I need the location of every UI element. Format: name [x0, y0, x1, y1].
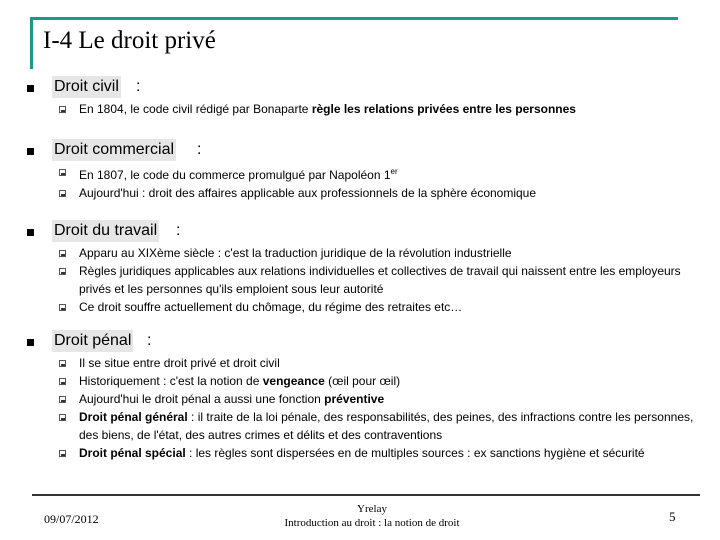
section-colon: :	[176, 222, 181, 239]
list-item	[27, 262, 707, 298]
section-items	[27, 354, 707, 462]
checkbox-bullet-icon	[59, 106, 66, 113]
bold-text: Droit pénal spécial	[79, 446, 186, 460]
text-run: : les règles sont dispersées en de multiples sources : ex sanctions hygiène et sécurité	[185, 446, 645, 460]
item-text	[79, 446, 645, 460]
item-text	[79, 186, 536, 200]
text-run: Aujourd'hui le droit pénal a aussi une fonction	[79, 392, 325, 406]
superscript-text: er	[390, 167, 398, 176]
title-frame-top	[30, 17, 678, 20]
checkbox-bullet-icon	[59, 450, 66, 457]
section-droit-du-travail	[27, 220, 707, 316]
text-run: Historiquement : c'est la notion de	[79, 374, 263, 388]
list-item	[27, 244, 707, 262]
section-heading	[27, 220, 707, 244]
checkbox-bullet-icon	[59, 396, 66, 403]
section-colon: :	[136, 78, 141, 95]
section-title: Droit civil	[52, 76, 121, 98]
item-text	[79, 392, 384, 406]
section-heading	[27, 76, 707, 100]
section-title: Droit du travail	[52, 220, 159, 242]
bold-text: Droit pénal général	[79, 410, 188, 424]
section-heading	[27, 330, 707, 354]
item-text	[79, 168, 398, 182]
bold-text: vengeance	[262, 374, 325, 388]
slide-title: I-4 Le droit privé	[43, 27, 216, 54]
section-heading	[27, 139, 707, 163]
item-text	[79, 356, 280, 370]
text-run: Règles juridiques applicables aux relations individuelles et collectives de travail qui naissent entre les employeurs privés et les personnes qu'ils emploient sous leur autorité	[79, 264, 681, 296]
item-text	[79, 374, 400, 388]
item-text	[79, 264, 681, 296]
footer-date: 09/07/2012	[44, 512, 99, 526]
bold-text: préventive	[324, 392, 385, 406]
page-number: 5	[669, 509, 676, 524]
text-run: Apparu au XIXème siècle : c'est la traduction juridique de la révolution industrielle	[79, 246, 512, 260]
item-text	[79, 300, 462, 314]
section-colon: :	[147, 332, 152, 349]
list-item	[27, 184, 707, 202]
footer-subtitle: Introduction au droit : la notion de droit	[284, 517, 460, 529]
square-bullet-icon	[27, 229, 34, 236]
section-title: Droit pénal	[52, 330, 133, 352]
section-colon: :	[197, 141, 202, 158]
list-item	[27, 372, 707, 390]
checkbox-bullet-icon	[59, 268, 66, 275]
checkbox-bullet-icon	[59, 190, 66, 197]
checkbox-bullet-icon	[59, 250, 66, 257]
text-run: Il se situe entre droit privé et droit civil	[79, 356, 280, 370]
list-item	[27, 298, 707, 316]
list-item	[27, 408, 707, 444]
checkbox-bullet-icon	[59, 304, 66, 311]
square-bullet-icon	[27, 85, 34, 92]
section-items	[27, 100, 707, 118]
text-run: : il traite de la loi pénale, des responsabilités, des peines, des infractions contre les personnes, des biens, de l'état, des autres crimes et délits et des contraventions	[79, 410, 694, 442]
title-frame-left	[30, 17, 33, 69]
list-item	[27, 390, 707, 408]
square-bullet-icon	[27, 339, 34, 346]
text-run: (œil pour œil)	[324, 374, 401, 388]
checkbox-bullet-icon	[59, 378, 66, 385]
checkbox-bullet-icon	[59, 169, 66, 176]
list-item	[27, 444, 707, 462]
checkbox-bullet-icon	[59, 360, 66, 367]
bold-text: règle les relations privées entre les personnes	[311, 102, 576, 116]
text-run: Ce droit souffre actuellement du chômage, du régime des retraites etc…	[79, 300, 463, 314]
list-item	[27, 354, 707, 372]
section-droit-civil	[27, 76, 707, 118]
list-item	[27, 163, 707, 184]
checkbox-bullet-icon	[59, 414, 66, 421]
section-items	[27, 163, 707, 202]
square-bullet-icon	[27, 148, 34, 155]
footer-center	[260, 502, 484, 530]
footer-author: Yrelay	[357, 503, 387, 515]
text-run: Aujourd'hui : droit des affaires applicable aux professionnels de la sphère économique	[79, 186, 537, 200]
item-text	[79, 246, 512, 260]
list-item	[27, 100, 707, 118]
item-text	[79, 102, 576, 116]
section-title: Droit commercial	[52, 139, 176, 161]
text-run: En 1804, le code civil rédigé par Bonaparte	[79, 102, 312, 116]
section-items	[27, 244, 707, 316]
section-droit-penal	[27, 330, 707, 462]
section-droit-commercial	[27, 139, 707, 202]
item-text	[79, 410, 693, 442]
text-run: En 1807, le code du commerce promulgué par Napoléon 1	[79, 168, 391, 182]
footer-divider	[32, 494, 700, 496]
